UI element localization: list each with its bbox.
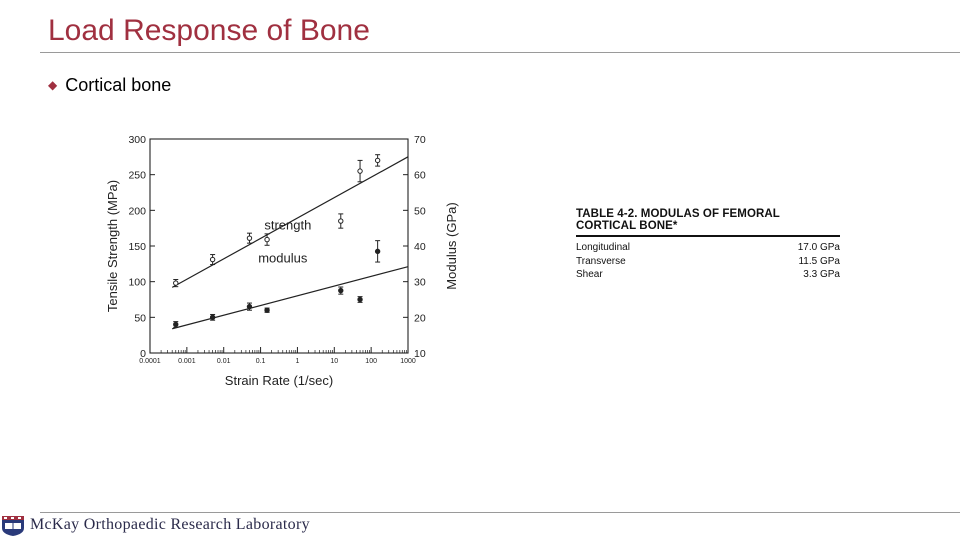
y2-tick-label: 20	[414, 312, 426, 325]
table-title-line-1: TABLE 4-2. MODULAS OF FEMORAL	[576, 208, 780, 220]
strength-point	[265, 237, 269, 241]
x-tick-label: 0.0001	[139, 358, 161, 365]
bullet-item	[48, 75, 171, 96]
y-tick-label: 0	[140, 348, 146, 360]
y-tick-label: 250	[128, 169, 146, 182]
y2-axis-label: Modulus (GPa)	[444, 202, 459, 290]
strength-point	[174, 281, 178, 285]
table-rule	[576, 235, 840, 237]
table-row-value: 17.0 GPa	[797, 242, 840, 253]
strength-series-label: strength	[264, 217, 312, 233]
x-tick-label: 1	[295, 358, 300, 365]
table-row-label: Shear	[576, 269, 603, 280]
y-axis-label: Tensile Strength (MPa)	[105, 179, 120, 313]
university-shield-icon	[2, 516, 24, 536]
modulus-point	[174, 322, 178, 326]
y2-tick-label: 10	[414, 348, 426, 360]
modulus-point	[339, 288, 343, 292]
y2-tick-label: 60	[414, 169, 426, 182]
strain-rate-chart	[100, 125, 480, 400]
plot-frame	[150, 139, 408, 353]
x-tick-label: 0.001	[178, 358, 196, 365]
modulus-point	[265, 308, 269, 312]
x-axis-label: Strain Rate (1/sec)	[224, 373, 334, 388]
x-tick-label: 0.1	[255, 358, 266, 365]
modulus-table	[576, 208, 840, 282]
x-axis-unit: (1/sec)	[293, 373, 334, 388]
slide-title: Load Response of Bone	[48, 14, 370, 47]
y-tick-label: 100	[128, 276, 146, 289]
modulus-point	[375, 249, 379, 253]
modulus-series-label: modulus	[258, 250, 308, 266]
bullet-text: Cortical bone	[65, 75, 172, 95]
x-tick-label: 10	[330, 358, 339, 365]
y2-tick-label: 30	[414, 276, 426, 289]
modulus-point	[358, 297, 362, 301]
y-tick-label: 50	[134, 312, 146, 325]
x-tick-label: 0.01	[216, 358, 231, 365]
footer-divider	[40, 512, 960, 513]
strength-point	[247, 236, 251, 240]
title-divider	[40, 52, 960, 53]
table-row-label: Longitudinal	[576, 242, 630, 253]
table-row-value: 11.5 GPa	[798, 255, 840, 267]
modulus-point	[210, 315, 214, 319]
table-row-value: 3.3 GPa	[803, 269, 840, 280]
table-row	[576, 268, 840, 282]
table-row	[576, 255, 840, 269]
table-row	[576, 241, 840, 255]
x-tick-label: 100	[365, 358, 377, 365]
x-tick-label: 1000	[400, 358, 416, 365]
y-tick-label: 150	[128, 241, 146, 253]
strength-point	[358, 169, 362, 173]
table-row-label: Transverse	[576, 255, 626, 267]
table-title	[576, 208, 840, 232]
modulus-point	[247, 304, 251, 308]
modulus-fit-line	[172, 267, 408, 329]
strength-point	[339, 219, 343, 223]
footer-lab-name: McKay Orthopaedic Research Laboratory	[30, 516, 310, 533]
table-title-line-2: CORTICAL BONE*	[576, 220, 678, 232]
y2-tick-label: 70	[414, 134, 426, 146]
y-tick-label: 200	[128, 205, 146, 218]
strength-point	[375, 158, 379, 162]
y2-tick-label: 50	[414, 205, 426, 218]
y-tick-label: 300	[128, 134, 146, 146]
y2-tick-label: 40	[414, 241, 426, 253]
diamond-bullet-icon: ◆	[48, 78, 58, 92]
strength-point	[210, 257, 214, 261]
